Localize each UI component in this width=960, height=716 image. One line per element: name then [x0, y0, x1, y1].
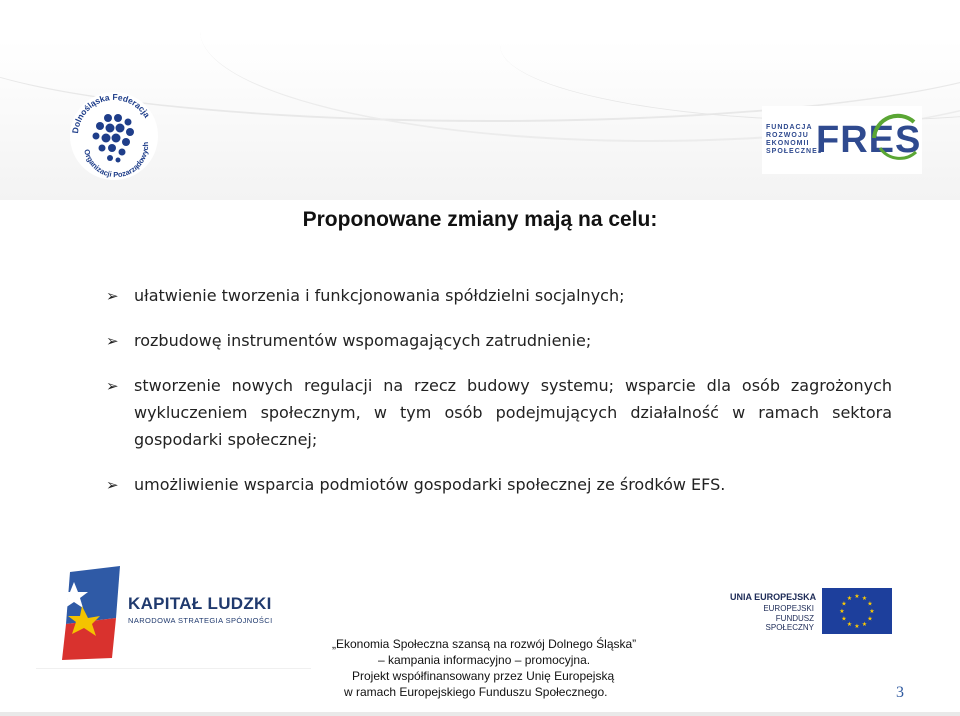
- federacja-arc-text: Dolnośląska Federacja: [70, 91, 153, 135]
- eu-title: UNIA EUROPEJSKA: [730, 592, 817, 602]
- fres-logo: [762, 106, 922, 174]
- arrow-bullet-icon: ➢: [106, 332, 119, 350]
- project-footer: [330, 636, 650, 700]
- svg-text:★: ★: [846, 595, 853, 602]
- kapital-ludzki-emblem-icon: [56, 562, 136, 662]
- kapital-ludzki-logo: [36, 538, 311, 669]
- list-item: [106, 471, 892, 499]
- page-number: 3: [896, 684, 904, 701]
- bullet-text: stworzenie nowych regulacji na rzecz budowy systemu; wsparcie dla osób zagrożonych wykluczeniem społecznym, w tym osób podejmujących działalność w ramach sektora gospodarki społecznej;: [134, 376, 892, 449]
- eu-stars-icon: [822, 588, 892, 634]
- eu-flag-icon: [822, 588, 892, 634]
- svg-text:Organizacji Pozarządowych: Organizacji Pozarządowych: [82, 141, 151, 180]
- svg-text:★: ★: [869, 608, 875, 615]
- fres-wordmark: FRES: [816, 118, 922, 161]
- footer-line: w ramach Europejskiego Funduszu Społecznego.: [344, 685, 608, 699]
- bullet-text: rozbudowę instrumentów wspomagających zatrudnienie;: [134, 331, 592, 350]
- footer-line: – kampania informacyjno – promocyjna.: [378, 653, 591, 667]
- svg-text:★: ★: [861, 621, 868, 628]
- list-item: [106, 327, 892, 355]
- arrow-bullet-icon: ➢: [106, 377, 119, 395]
- list-item: [106, 372, 892, 453]
- svg-text:★: ★: [861, 595, 868, 602]
- arrow-bullet-icon: ➢: [106, 476, 119, 494]
- svg-text:★: ★: [854, 593, 860, 600]
- arrow-bullet-icon: ➢: [106, 287, 119, 305]
- list-item: [106, 282, 892, 310]
- svg-text:★: ★: [854, 623, 860, 630]
- svg-text:★: ★: [839, 608, 845, 615]
- bottom-divider: [0, 712, 960, 716]
- eu-line2: EUROPEJSKI: [763, 604, 814, 613]
- eu-line3: FUNDUSZ SPOŁECZNY: [765, 614, 814, 632]
- eu-logo: [706, 574, 902, 640]
- footer-line: Projekt współfinansowany przez Unię Europejską: [352, 669, 615, 683]
- fres-small-text: FUNDACJA ROZWOJU EKONOMII SPOŁECZNEJ: [766, 124, 823, 155]
- kapital-ludzki-subtitle: NARODOWA STRATEGIA SPÓJNOŚCI: [128, 616, 273, 625]
- kapital-ludzki-title: KAPITAŁ LUDZKI: [128, 594, 272, 613]
- bullet-text: ułatwienie tworzenia i funkcjonowania spółdzielni socjalnych;: [134, 286, 625, 305]
- federacja-seal-icon: [68, 90, 160, 182]
- svg-text:★: ★: [867, 600, 873, 608]
- fres-swoosh-icon: [870, 108, 920, 168]
- svg-text:★: ★: [841, 615, 847, 623]
- footer-line: „Ekonomia Społeczna szansą na rozwój Dolnego Śląska”: [332, 637, 637, 651]
- slide-title: Proponowane zmiany mają na celu:: [302, 208, 658, 231]
- svg-text:★: ★: [841, 600, 847, 608]
- bullet-list: [106, 282, 892, 499]
- federacja-logo: [68, 90, 160, 182]
- svg-text:★: ★: [867, 615, 873, 623]
- bullet-text: umożliwienie wsparcia podmiotów gospodarki społecznej ze środków EFS.: [134, 475, 726, 494]
- svg-text:★: ★: [846, 621, 853, 628]
